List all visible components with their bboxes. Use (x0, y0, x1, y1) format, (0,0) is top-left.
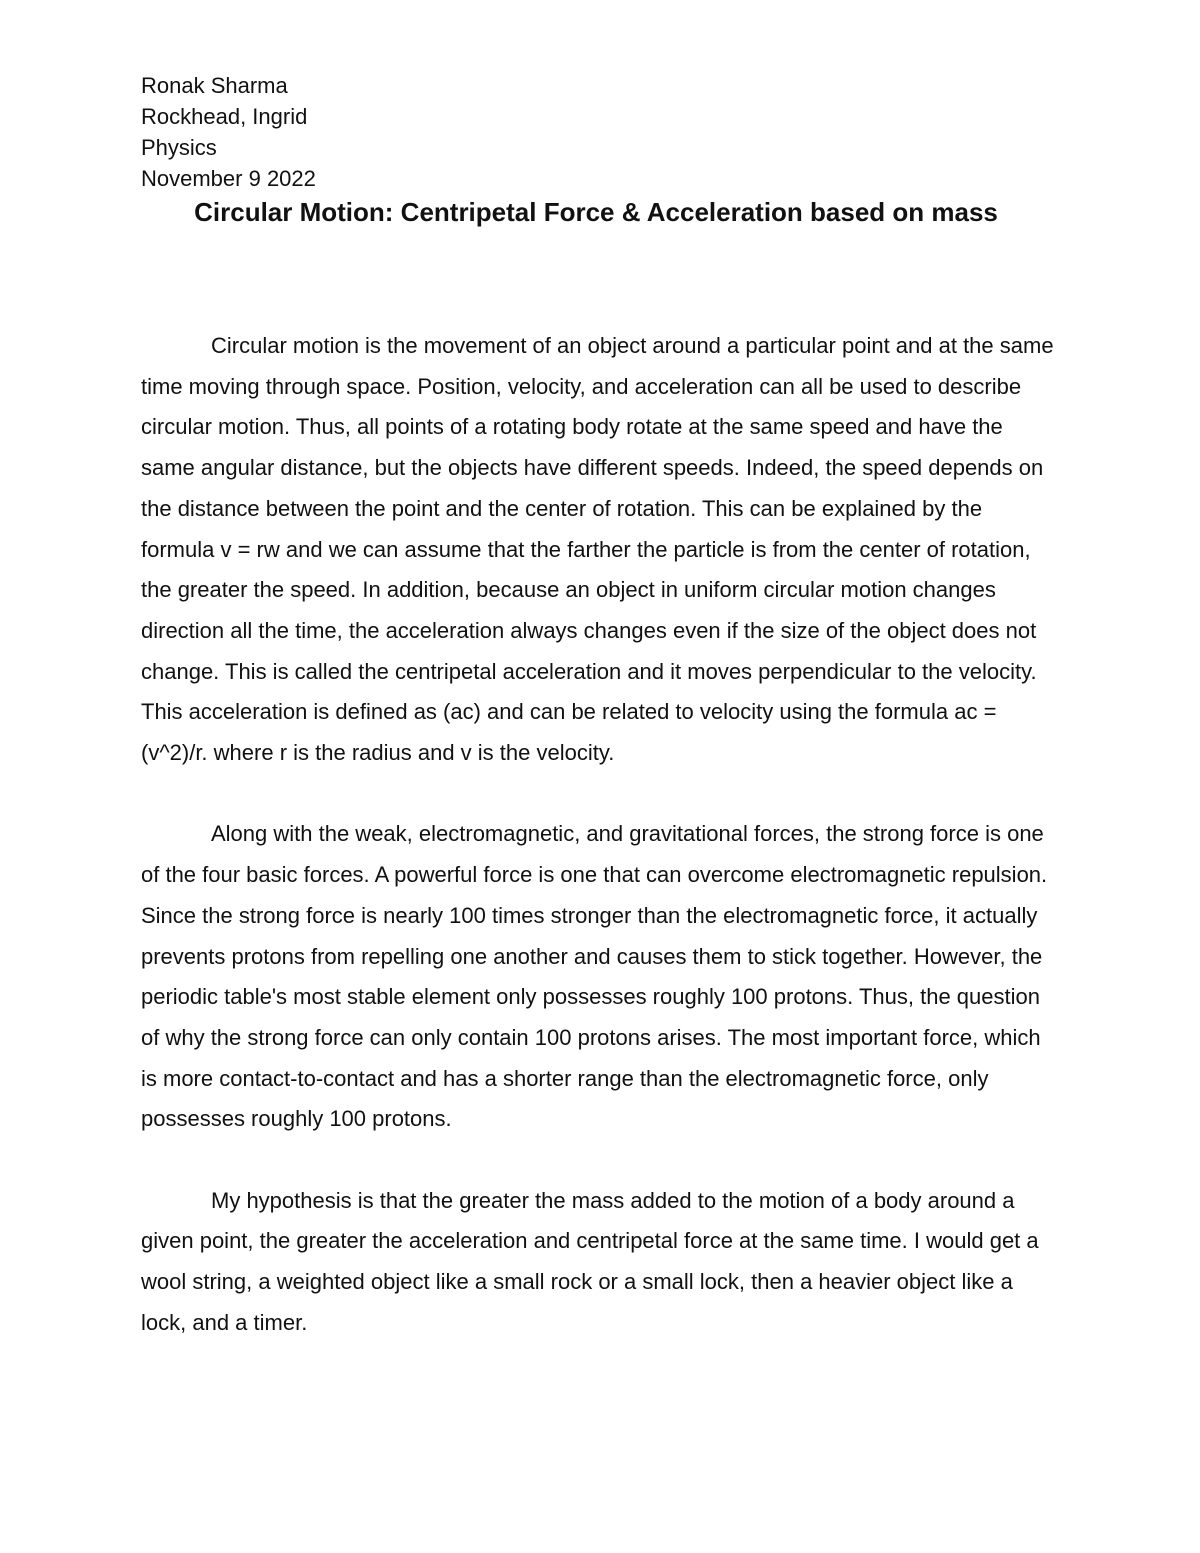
subject: Physics (141, 135, 217, 160)
document-title: Circular Motion: Centripetal Force & Acceleration based on mass (194, 197, 998, 227)
paragraph-hypothesis: My hypothesis is that the greater the mass added to the motion of a body around a given point, the greater the acceleration and centripetal force at the same time. I would get a wool string, a weighted object like a small rock or a small lock, then a heavier object like a lock, and a timer. (141, 1187, 1039, 1335)
date: November 9 2022 (141, 166, 316, 191)
teacher-name: Rockhead, Ingrid (141, 104, 308, 129)
paragraph-strong-force: Along with the weak, electromagnetic, and gravitational forces, the strong force is one of the four basic forces. A powerful force is one that can overcome electromagnetic repulsion. Since the strong force is nearly 100 times stronger than the electromagnetic force, it actually prevents protons from repelling one another and causes them to stick together. However, the periodic table's most stable element only possesses roughly 100 protons. Thus, the question of why the strong force can only contain 100 protons arises. The most important force, which is more contact-to-contact and has a shorter range than the electromagnetic force, only possesses roughly 100 protons. (141, 821, 1048, 1132)
document-header (141, 70, 741, 194)
student-name: Ronak Sharma (141, 73, 288, 98)
paragraph-circular-motion: Circular motion is the movement of an object around a particular point and at the same time moving through space. Position, velocity, and acceleration can all be used to describe circular motion. Thus, all points of a rotating body rotate at the same speed and have the same angular distance, but the objects have different speeds. Indeed, the speed depends on the distance between the point and the center of rotation. This can be explained by the formula v = rw and we can assume that the farther the particle is from the center of rotation, the greater the speed. In addition, because an object in uniform circular motion changes direction all the time, the acceleration always changes even if the size of the object does not change. This is called the centripetal acceleration and it moves perpendicular to the velocity. This acceleration is defined as (ac) and can be related to velocity using the formula ac = (v^2)/r. where r is the radius and v is the velocity. (141, 333, 1054, 766)
document-body (141, 326, 1061, 1384)
